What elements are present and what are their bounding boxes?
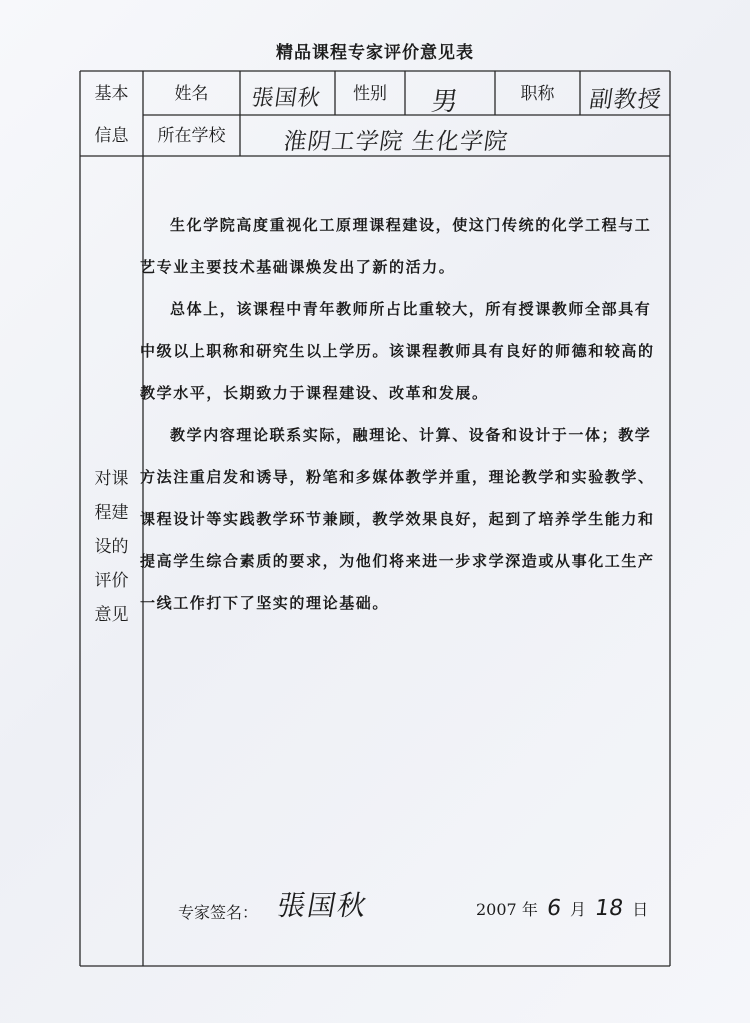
name-label: 姓名 [174, 84, 209, 104]
date-month-unit: 月 [570, 900, 587, 919]
evaluation-side-label [80, 462, 143, 632]
title-value: 副教授 [587, 87, 664, 113]
basic-info-label-line1: 基本 [94, 84, 129, 104]
evaluation-paragraph: 教学内容理论联系实际，融理论、计算、设备和设计于一体；教学方法注重启发和诱导，粉笔和多媒体教学并重，理论教学和实验教学、课程设计等实践教学环节兼顾，教学效果良好，起到了培养学生能力和提高学生综合素质的要求，为他们将来进一步求学深造或从事化工生产一线工作打下了坚实的理论基础。 [140, 426, 655, 612]
date-year-unit: 年 [521, 900, 538, 919]
basic-info-label-line2: 信息 [94, 126, 129, 146]
evaluation-text [140, 204, 660, 624]
school-label: 所在学校 [157, 126, 226, 146]
side-label-line: 程建 [94, 503, 129, 523]
title-label: 职称 [520, 84, 555, 104]
signature-name: 張国秋 [274, 889, 371, 922]
name-value: 張国秋 [249, 86, 323, 111]
date-year: 2007 [476, 900, 517, 919]
document-title: 精品课程专家评价意见表 [276, 43, 474, 63]
date-day: 18 [593, 896, 625, 921]
school-value: 淮阴工学院 生化学院 [281, 129, 510, 155]
date-day-unit: 日 [632, 900, 649, 919]
signature-label: 专家签名： [178, 903, 259, 922]
evaluation-paragraph: 总体上，该课程中青年教师所占比重较大，所有授课教师全部具有中级以上职称和研究生以上学历。该课程教师具有良好的师德和较高的教学水平，长期致力于课程建设、改革和发展。 [140, 300, 655, 402]
gender-value: 男 [429, 87, 461, 117]
side-label-line: 对课 [94, 469, 129, 489]
date-month: 6 [545, 896, 563, 921]
evaluation-paragraph: 生化学院高度重视化工原理课程建设，使这门传统的化学工程与工艺专业主要技术基础课焕发出了新的活力。 [140, 216, 652, 276]
signature-date [476, 896, 648, 921]
side-label-line: 意见 [94, 605, 129, 625]
gender-label: 性别 [353, 84, 387, 104]
side-label-line: 评价 [94, 571, 129, 591]
side-label-line: 设的 [94, 537, 129, 557]
